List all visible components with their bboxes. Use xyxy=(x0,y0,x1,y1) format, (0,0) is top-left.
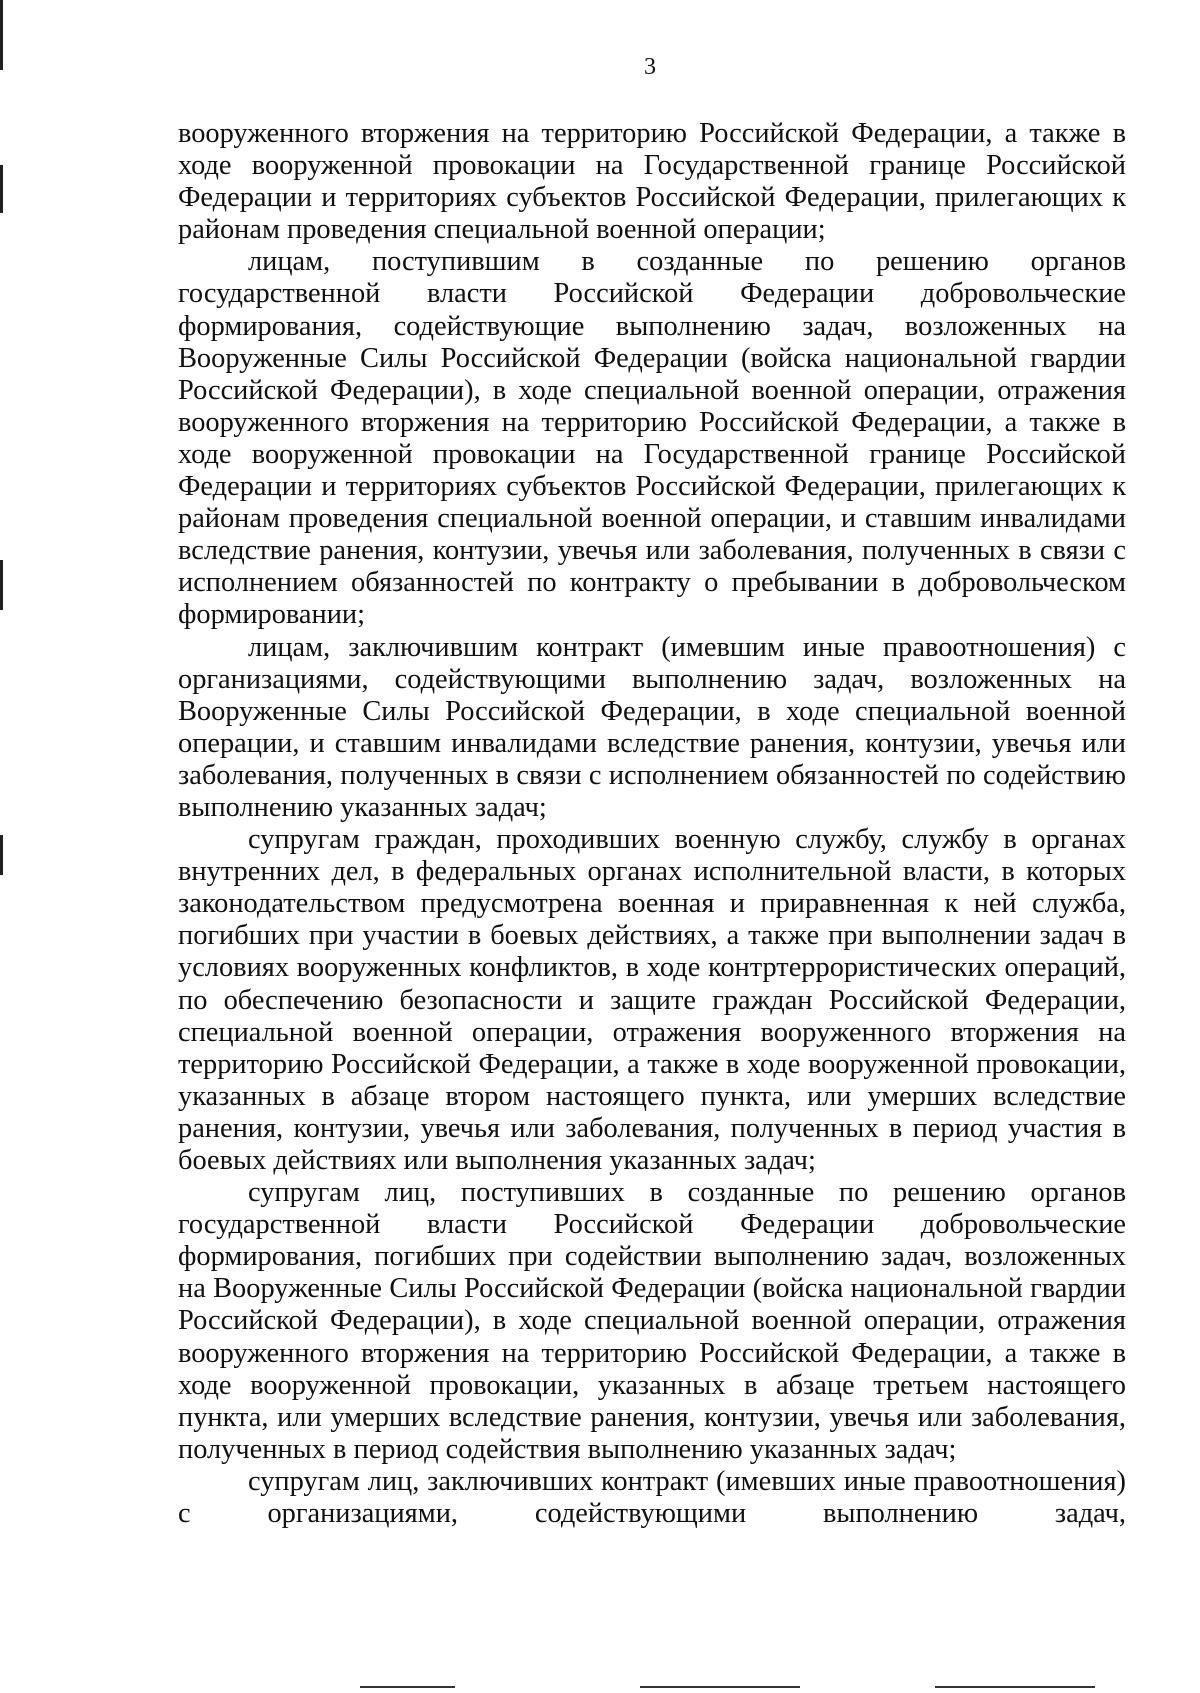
paragraph: лицам, заключившим контракт (имевшим иные правоотношения) с организациями, содействующими выполнению задач, возложенных на Вооруженные Силы Российской Федерации, в ходе специальной военной операции, и ставшим инвалидами вследствие ранения, контузии, увечья или заболевания, полученных в связи с исполнением обязанностей по содействию выполнению указанных задач; xyxy=(178,631,1126,823)
scan-footer-mark xyxy=(935,1686,1095,1688)
paragraph-continuation: вооруженного вторжения на территорию Российской Федерации, а также в ходе вооруженной провокации на Государственной границе Российской Федерации и территориях субъектов Российской Федерации, прилегающих к районам проведения специальной военной операции; xyxy=(178,118,1126,246)
paragraph: супругам граждан, проходивших военную службу, службу в органах внутренних дел, в федеральных органах исполнительной власти, в которых законодательством предусмотрена военная и приравненная к ней служба, погибших при участии в боевых действиях, а также при выполнении задач в условиях вооруженных конфликтов, в ходе контртеррористических операций, по обеспечению безопасности и защите граждан Российской Федерации, специальной военной операции, отражения вооруженного вторжения на территорию Российской Федерации, а также в ходе вооруженной провокации, указанных в абзаце втором настоящего пункта, или умерших вследствие ранения, контузии, увечья или заболевания, полученных в период участия в боевых действиях или выполнения указанных задач; xyxy=(178,824,1126,1176)
paragraph: лицам, поступившим в созданные по решению органов государственной власти Российской Федерации добровольческие формирования, содействующие выполнению задач, возложенных на Вооруженные Силы Российской Федерации (войска национальной гвардии Российской Федерации), в ходе специальной военной операции, отражения вооруженного вторжения на территорию Российской Федерации, а также в ходе вооруженной провокации на Государственной границе Российской Федерации и территориях субъектов Российской Федерации, прилегающих к районам проведения специальной военной операции, и ставшим инвалидами вследствие ранения, контузии, увечья или заболевания, полученных в связи с исполнением обязанностей по контракту о пребывании в добровольческом формировании; xyxy=(178,246,1126,631)
scan-margin-mark xyxy=(0,835,3,875)
paragraph-truncated: супругам лиц, заключивших контракт (имевших иные правоотношения) с организациями, содействующими выполнению задач, xyxy=(178,1465,1126,1530)
scan-footer-mark xyxy=(640,1686,800,1688)
scan-margin-mark xyxy=(0,560,3,610)
scan-footer-mark xyxy=(360,1686,455,1688)
scan-margin-mark xyxy=(0,165,3,213)
paragraph: супругам лиц, поступивших в созданные по решению органов государственной власти Российской Федерации добровольческие формирования, погибших при содействии выполнению задач, возложенных на Вооруженные Силы Российской Федерации (войска национальной гвардии Российской Федерации), в ходе специальной военной операции, отражения вооруженного вторжения на территорию Российской Федерации, а также в ходе вооруженной провокации, указанных в абзаце третьем настоящего пункта, или умерших вследствие ранения, контузии, увечья или заболевания, полученных в период содействия выполнению указанных задач; xyxy=(178,1177,1126,1465)
page-number: 3 xyxy=(644,54,656,80)
document-body xyxy=(178,118,1126,1530)
